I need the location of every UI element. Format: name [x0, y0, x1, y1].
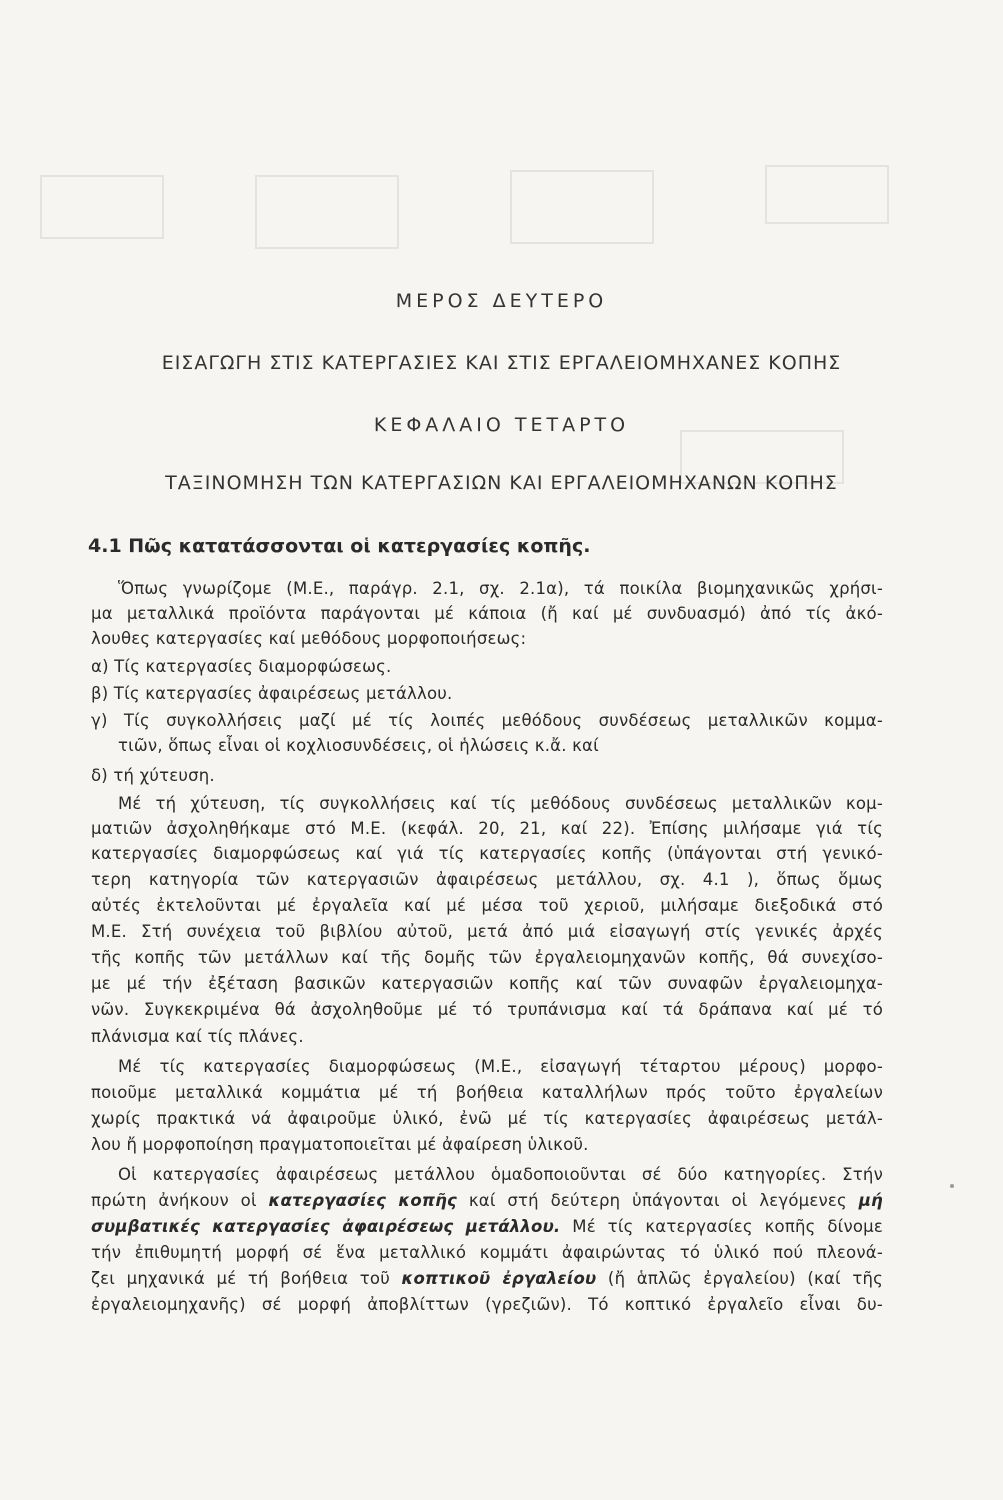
text-line: τήν ἐπιθυμητή μορφή σέ ἕνα μεταλλικό κομμάτι ἀφαιρώντας τό ὑλικό πού πλεονά-: [91, 1243, 883, 1262]
emphasis-non: μή: [858, 1191, 883, 1210]
speck-mark: [950, 1184, 954, 1188]
list-item: δ) τή χύτευση.: [91, 766, 215, 785]
text-line: τιῶν, ὅπως εἶναι οἱ κοχλιοσυνδέσεις, οἱ ἡλώσεις κ.ἄ. καί: [118, 736, 599, 755]
text-run: ζει μηχανικά μέ τή βοήθεια τοῦ: [91, 1269, 402, 1288]
list-item: γ) Τίς συγκολλήσεις μαζί μέ τίς λοιπές μεθόδους συνδέσεως μεταλλικῶν κομμα-: [91, 711, 883, 730]
text-line: ποιοῦμε μεταλλικά κομμάτια μέ τή βοήθεια καταλλήλων πρός τοῦτο ἐργαλείων: [91, 1083, 883, 1102]
text-line: Μέ τίς κατεργασίες διαμορφώσεως (Μ.Ε., εἰσαγωγή τέταρτου μέρους) μορφο-: [118, 1057, 883, 1076]
text-line: μα μεταλλικά προϊόντα παράγονται μέ κάποια (ἤ καί μέ συνδυασμό) ἀπό τίς ἀκό-: [91, 604, 883, 623]
text-line: ἐργαλειομηχανῆς) σέ μορφή ἀποβλίττων (γρεζιῶν). Τό κοπτικό ἐργαλεῖο εἶναι δυ-: [91, 1295, 883, 1314]
classification-heading: ΤΑΞΙΝΟΜΗΣΗ ΤΩΝ ΚΑΤΕΡΓΑΣΙΩΝ ΚΑΙ ΕΡΓΑΛΕΙΟΜΗΧΑΝΩΝ ΚΟΠΗΣ: [165, 472, 838, 494]
text-line: λου ἤ μορφοποίηση πραγματοποιεῖται μέ ἀφαίρεση ὑλικοῦ.: [91, 1135, 589, 1154]
text-line: Μ.Ε. Στή συνέχεια τοῦ βιβλίου αὐτοῦ, μετά ἀπό μιά εἰσαγωγή στίς γενικές ἀρχές: [91, 922, 883, 941]
text-line: Μέ τή χύτευση, τίς συγκολλήσεις καί τίς μεθόδους συνδέσεως μεταλλικῶν κομ-: [118, 794, 883, 813]
list-item: α) Τίς κατεργασίες διαμορφώσεως.: [91, 657, 392, 676]
intro-heading: ΕΙΣΑΓΩΓΗ ΣΤΙΣ ΚΑΤΕΡΓΑΣΙΕΣ ΚΑΙ ΣΤΙΣ ΕΡΓΑΛΕΙΟΜΗΧΑΝΕΣ ΚΟΠΗΣ: [161, 352, 842, 374]
section-title: 4.1 Πῶς κατατάσσονται οἱ κατεργασίες κοπῆς.: [88, 535, 591, 557]
chapter-heading: ΚΕΦΑΛΑΙΟ ΤΕΤΑΡΤΟ: [373, 414, 630, 436]
text-run: πρώτη ἀνήκουν οἱ: [91, 1191, 269, 1210]
text-line: [91, 1190, 883, 1212]
text-run: Μέ τίς κατεργασίες κοπῆς δίνομε: [560, 1217, 883, 1236]
text-run: καί στή δεύτερη ὑπάγονται οἱ λεγόμενες: [457, 1191, 859, 1210]
text-line: λουθες κατεργασίες καί μεθόδους μορφοποιήσεως:: [91, 629, 527, 648]
text-line: Οἱ κατεργασίες ἀφαιρέσεως μετάλλου ὁμαδοποιοῦνται σέ δύο κατηγορίες. Στήν: [118, 1165, 883, 1184]
text-line: κατεργασίες διαμορφώσεως καί γιά τίς κατεργασίες κοπῆς (ὑπάγονται στή γενικό-: [91, 844, 883, 863]
emphasis-cutting-operations: κατεργασίες κοπῆς: [268, 1191, 458, 1210]
list-item: β) Τίς κατεργασίες ἀφαιρέσεως μετάλλου.: [91, 684, 453, 703]
text-line: τῆς κοπῆς τῶν μετάλλων καί τῆς δομῆς τῶν ἐργαλειομηχανῶν κοπῆς, θά συνεχίσο-: [91, 948, 883, 967]
text-line: με μέ τήν ἐξέταση βασικῶν κατεργασιῶν κοπῆς καί τῶν συναφῶν ἐργαλειομηχα-: [91, 974, 883, 993]
emphasis-nonconventional: συμβατικές κατεργασίες ἀφαιρέσεως μετάλλου.: [91, 1217, 561, 1236]
part-heading: ΜΕΡΟΣ ΔΕΥΤΕΡΟ: [395, 290, 608, 312]
text-run: (ἤ ἁπλῶς ἐργαλείου) (καί τῆς: [596, 1269, 884, 1288]
text-line: πλάνισμα καί τίς πλάνες.: [91, 1027, 304, 1046]
text-line: τερη κατηγορία τῶν κατεργασιῶν ἀφαιρέσεως μετάλλου, σχ. 4.1 ), ὅπως ὅμως: [91, 870, 883, 889]
text-line: νῶν. Συγκεκριμένα θά ἀσχοληθοῦμε μέ τό τρυπάνισμα καί τά δράπανα καί μέ τό: [91, 1000, 883, 1019]
text-line: Ὅπως γνωρίζομε (Μ.Ε., παράγρ. 2.1, σχ. 2.1α), τά ποικίλα βιομηχανικῶς χρήσι-: [118, 579, 883, 598]
text-line: χωρίς πρακτικά νά ἀφαιροῦμε ὑλικό, ἐνῶ μέ τίς κατεργασίες ἀφαιρέσεως μετάλ-: [91, 1109, 883, 1128]
text-line: [91, 1268, 883, 1290]
emphasis-cutting-tool: κοπτικοῦ ἐργαλείου: [401, 1269, 597, 1288]
text-line: [91, 1216, 883, 1238]
text-line: ματιῶν ἀσχοληθήκαμε στό Μ.Ε. (κεφάλ. 20, 21, καί 22). Ἐπίσης μιλήσαμε γιά τίς: [91, 819, 883, 838]
text-line: αὐτές ἐκτελοῦνται μέ ἐργαλεῖα καί μέ μέσα τοῦ χεριοῦ, μιλήσαμε διεξοδικά στό: [91, 896, 883, 915]
